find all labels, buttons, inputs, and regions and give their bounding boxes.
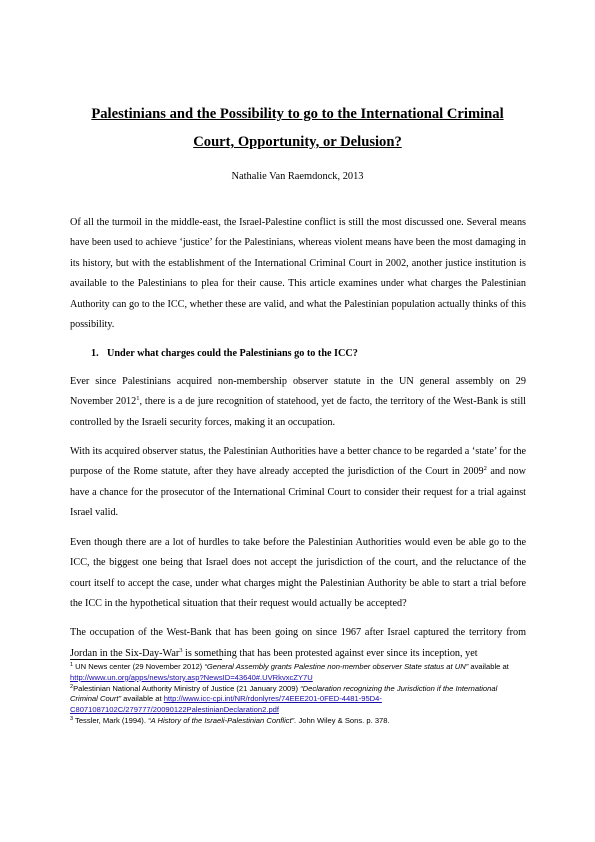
author-line: Nathalie Van Raemdonck, 2013: [231, 171, 364, 182]
footnote-2: [70, 684, 526, 716]
footnote-text: UN News center (29 November 2012): [73, 662, 205, 671]
footnote-3: [70, 716, 526, 727]
paragraph-4-text-b: is something that has been protested against ever since its inception, yet: [182, 647, 478, 659]
footnote-text-2: available at: [121, 694, 164, 704]
footnote-text-2: John Wiley & Sons. p. 378.: [296, 715, 390, 725]
paragraph-2-text-a: With its acquired observer status, the Palestinian Authorities have a better chance to be regarded a ‘state’ for the purpose of the Rome statute, after they have already accepted the jurisdiction of the Court in 2009: [70, 446, 526, 478]
title-line-2: Court, Opportunity, or Delusion?: [193, 134, 402, 150]
footnote-italic-title: “A History of the Israeli-Palestinian Conflict”.: [148, 715, 297, 725]
paragraph-4-text-a: The occupation of the West-Bank that has been going on since 1967 after Israel captured the territory from Jordan in the Six-Day-War: [70, 627, 526, 659]
document-title: [62, 100, 533, 156]
paragraph-1: [70, 372, 526, 433]
footnote-number: 1: [70, 662, 74, 668]
footnote-text: Tessler, Mark (1994).: [73, 715, 149, 725]
intro-paragraph: Of all the turmoil in the middle-east, the Israel-Palestine conflict is still the most discussed one. Several means have been used to achieve ‘justice’ for the Palestinians, whereas violent means have been the most damaging in its history, but with the establishment of the International Criminal Court in 2002, another justice institution is available to the Palestinians to plea for their cause. This article examines under what charges the Palestinian Authority can go to the ICC, whether these are valid, and what the Palestinian population actually thinks of this possibility.: [70, 217, 526, 331]
paragraph-2: [70, 442, 526, 524]
footnote-text-2: available at: [468, 662, 509, 671]
paragraph-2-text-b: and now have a chance for the prosecutor of the International Criminal Court to consider their request for a trial against Israel valid.: [70, 466, 526, 519]
section-number: 1.: [91, 348, 99, 360]
section-heading: [70, 344, 526, 364]
footnote-separator: [70, 659, 222, 660]
paragraph-4: [70, 623, 526, 664]
footnote-italic-title: “Declaration recognizing the Jurisdiction if the International Criminal Court”: [70, 683, 498, 704]
footnote-link[interactable]: http://www.icc-cpi.int/NR/rdonlyres/74EEE201-0FED-4481-95D4-C8071087102C/279777/20090122PalestinianDeclaration2.pdf: [70, 694, 382, 715]
footnote-ref-1[interactable]: 1: [136, 395, 140, 403]
footnote-ref-2[interactable]: 2: [483, 465, 487, 473]
footnote-1: [70, 662, 526, 684]
footnote-link[interactable]: http://www.un.org/apps/news/story.asp?NewsID=43640#.UVRkvxcZY7U: [70, 672, 313, 682]
paragraph-1-text-b: , there is a de jure recognition of statehood, yet de facto, the territory of the West-Bank is still controlled by the Israeli security forces, making it an occupation.: [70, 396, 526, 428]
footnote-text: Palestinian National Authority Ministry of Justice (21 January 2009): [73, 683, 301, 693]
paragraph-1-text-a: Ever since Palestinians acquired non-membership observer statute in the UN general assembly on 29 November 2012: [70, 375, 526, 408]
title-line-1: Palestinians and the Possibility to go to the International Criminal: [91, 106, 504, 122]
paragraph-3: Even though there are a lot of hurdles to take before the Palestinian Authorities would even be able go to the ICC, the biggest one being that Israel does not accept the jurisdiction of the court, and the reluctance of the court itself to accept the case, under what charges might the Palestinian Authority be able to start a trial before the ICC in the hypothetical situation that their request would actually be accepted?: [70, 536, 526, 609]
footnote-italic-title: “General Assembly grants Palestine non-member observer State status at UN”: [204, 662, 469, 671]
footnote-number: 2: [70, 683, 74, 690]
document-body: [70, 213, 526, 673]
footnote-number: 3: [70, 715, 74, 722]
footnotes: [70, 662, 526, 727]
footnote-ref-3[interactable]: 3: [179, 646, 183, 654]
section-heading-text: Under what charges could the Palestinians go to the ICC?: [107, 348, 358, 360]
